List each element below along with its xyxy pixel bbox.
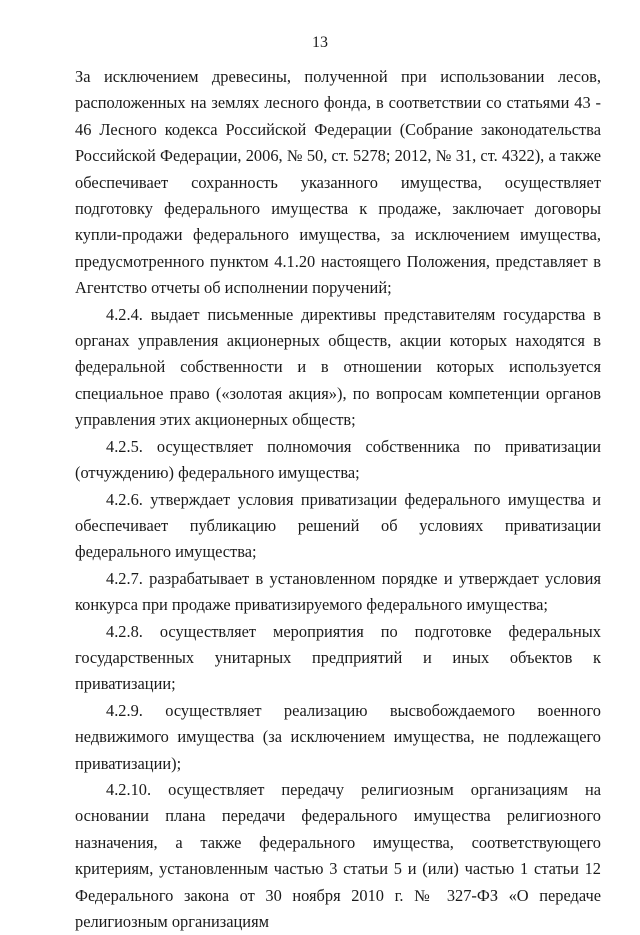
- paragraph-4-2-8: 4.2.8. осуществляет мероприятия по подготовке федеральных государственных унитарных предприятий и иных объектов к приватизации;: [75, 621, 601, 694]
- paragraph-4-2-5: 4.2.5. осуществляет полномочия собственника по приватизации (отчуждению) федерального имущества;: [75, 436, 601, 483]
- paragraph-4-2-9: 4.2.9. осуществляет реализацию высвобождаемого военного недвижимого имущества (за исключением имущества, не подлежащего приватизации);: [75, 700, 601, 773]
- document-body: [75, 64, 601, 935]
- paragraph-4-2-7: 4.2.7. разрабатывает в установленном порядке и утверждает условия конкурса при продаже приватизируемого федерального имущества;: [75, 568, 601, 615]
- paragraph-4-2-6: 4.2.6. утверждает условия приватизации федерального имущества и обеспечивает публикацию решений об условиях приватизации федерального имущества;: [75, 489, 601, 562]
- page-number: 13: [312, 34, 328, 51]
- paragraph-4-2-4: 4.2.4. выдает письменные директивы представителям государства в органах управления акционерных обществ, акции которых находятся в федеральной собственности и в отношении которых используется специальное право («золотая акция»), по вопросам компетенции органов управления этих акционерных обществ;: [75, 304, 601, 430]
- paragraph-continuation: За исключением древесины, полученной при использовании лесов, расположенных на землях лесного фонда, в соответствии со статьями 43 - 46 Лесного кодекса Российской Федерации (Собрание законодательства Российской Федерации, 2006, № 50, ст. 5278; 2012, № 31, ст. 4322), а также обеспечивает сохранность указанного имущества, осуществляет подготовку федерального имущества к продаже, заключает договоры купли-продажи федерального имущества, за исключением имущества, предусмотренного пунктом 4.1.20 настоящего Положения, представляет в Агентство отчеты об исполнении поручений;: [75, 67, 601, 298]
- paragraph-4-2-10: 4.2.10. осуществляет передачу религиозным организациям на основании плана передачи федерального имущества религиозного назначения, а также федерального имущества, соответствующего критериям, установленным частью 3 статьи 5 и (или) частью 1 статьи 12 Федерального закона от 30 ноября 2010 г. № 327-ФЗ «О передаче религиозным организациям: [75, 779, 601, 931]
